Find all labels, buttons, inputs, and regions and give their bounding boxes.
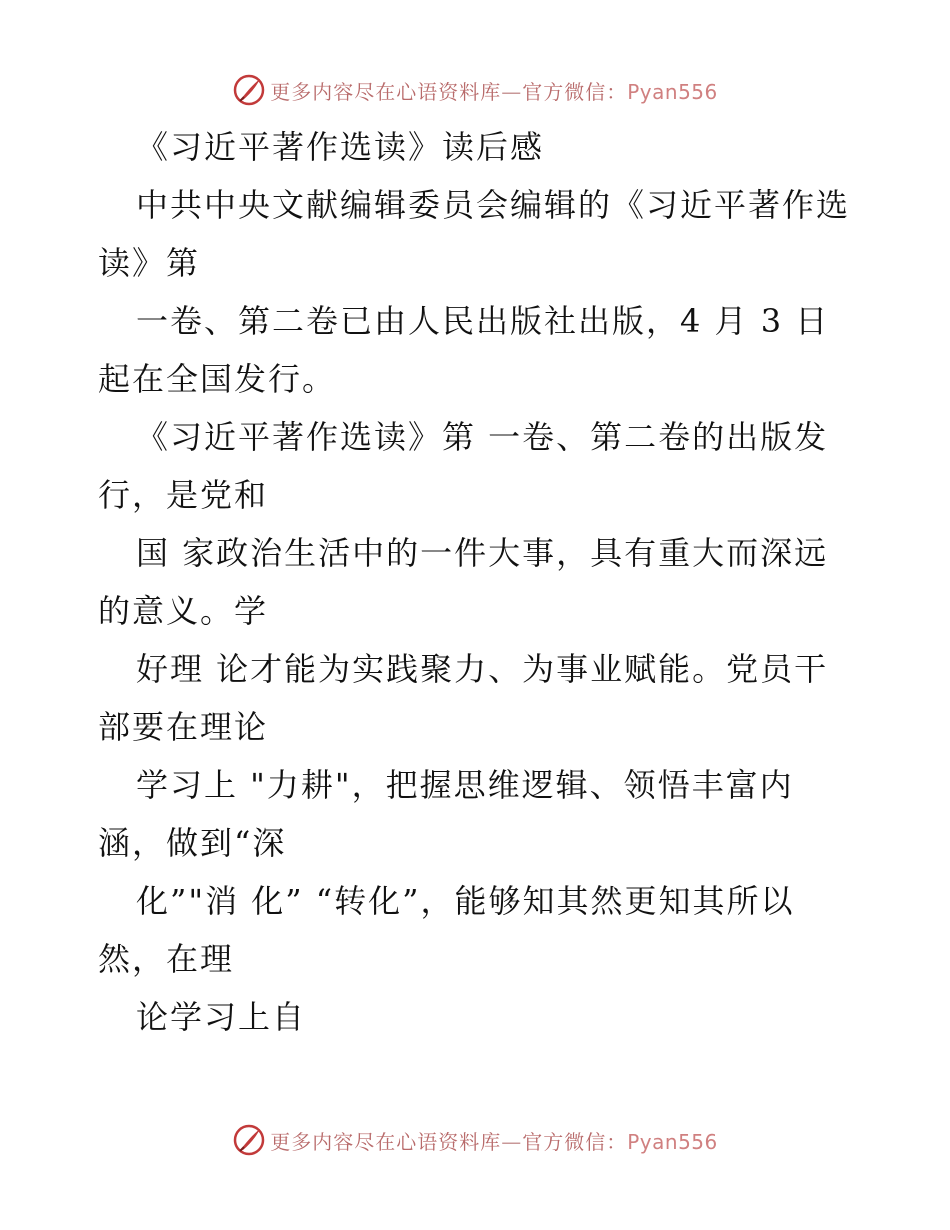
banner-account: Pyan556 — [627, 79, 718, 104]
banner-wechat-label: 官方微信： — [522, 1129, 628, 1154]
text-line: 的意义。学 — [98, 592, 269, 630]
text-line: 部要在理论 — [98, 708, 269, 746]
text-line: 《习近平著作选读》读后感 — [136, 128, 545, 166]
quill-pen-logo-icon — [232, 1123, 266, 1157]
banner-site: 更多内容尽在心语资料库 — [270, 79, 502, 104]
header-banner — [0, 70, 950, 110]
banner-account: Pyan556 — [627, 1129, 718, 1154]
footer-banner — [0, 1120, 950, 1160]
banner-text — [270, 76, 718, 105]
text-line: 好理 论才能为实践聚力、为事业赋能。党员干 — [136, 650, 829, 688]
text-line: 起在全国发行。 — [98, 360, 337, 398]
text-line: 读》第 — [98, 244, 201, 282]
text-line: 一卷、第二卷已由人民出版社出版，4 月 3 日 — [136, 302, 830, 340]
text-line: 国 家政治生活中的一件大事，具有重大而深远 — [136, 534, 829, 572]
banner-wechat-label: 官方微信： — [522, 79, 628, 104]
text-line: 《习近平著作选读》第 一卷、第二卷的出版发 — [136, 418, 829, 456]
quill-pen-logo-icon — [232, 73, 266, 107]
text-line: 行，是党和 — [98, 476, 269, 514]
banner-site: 更多内容尽在心语资料库 — [270, 1129, 502, 1154]
text-line: 学习上 "力耕"，把握思维逻辑、领悟丰富内 — [136, 766, 794, 804]
text-line: 化”"消 化” “转化”，能够知其然更知其所以 — [136, 882, 795, 920]
banner-text — [270, 1126, 718, 1155]
text-line: 论学习上自 — [136, 998, 307, 1036]
text-line: 然，在理 — [98, 940, 235, 978]
text-line: 涵，做到“深 — [98, 824, 287, 862]
banner-separator: — — [501, 1129, 523, 1154]
document-body — [98, 118, 858, 1046]
banner-separator: — — [501, 79, 523, 104]
text-line: 中共中央文献编辑委员会编辑的《习近平著作选 — [136, 186, 851, 224]
